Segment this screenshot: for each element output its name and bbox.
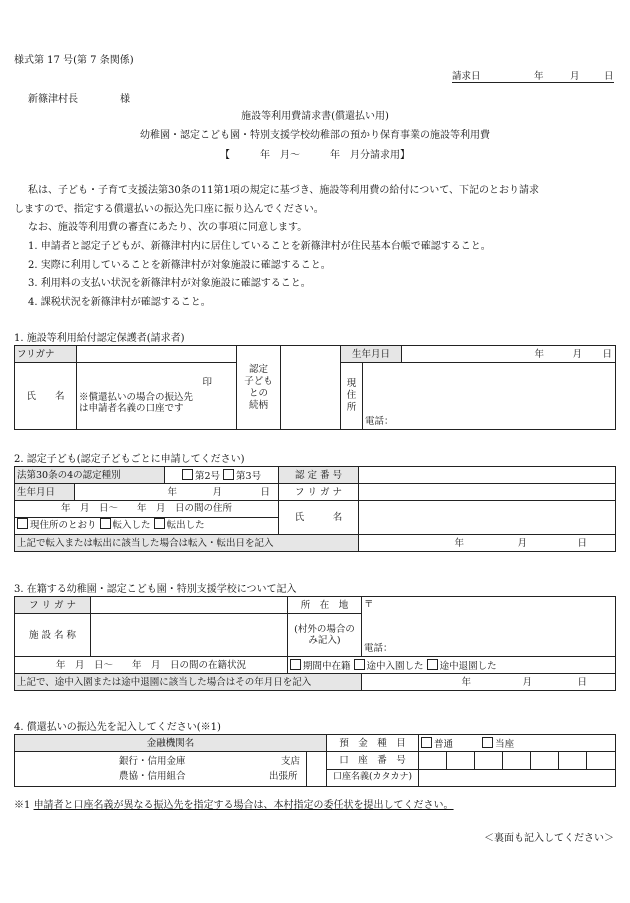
checkbox-icon — [182, 469, 193, 480]
intro-paragraph-1b: しますので、指定する償還払いの振込先口座に振り込んでください。 — [14, 204, 324, 215]
title-line-3: 【 年 月～ 年 月分請求用】 — [220, 150, 410, 161]
opt-current-address[interactable]: 現住所のとおり — [17, 520, 97, 531]
opt-mid-leave[interactable]: 途中退園した — [427, 661, 497, 672]
enrollment-status-options — [288, 657, 616, 674]
address-label: 現 住 所 — [341, 363, 363, 430]
location-label: 所 在 地 — [288, 597, 362, 614]
checkbox-icon — [100, 518, 111, 529]
facility-location-field[interactable] — [362, 597, 616, 657]
opt-moved-in[interactable]: 転入した — [100, 520, 151, 531]
facility-furigana-label: フ リ ガ ナ — [15, 597, 91, 614]
postal-mark: 〒 — [364, 599, 374, 610]
child-dob-label: 生年月日 — [15, 484, 75, 501]
checkbox-icon — [427, 659, 438, 670]
deposit-type-label: 預 金 種 目 — [327, 735, 419, 752]
facility-name-field[interactable] — [91, 614, 288, 657]
account-digit[interactable] — [559, 752, 587, 770]
child-furigana-field[interactable] — [359, 484, 616, 501]
office-label: 出張所 — [269, 771, 298, 782]
guardian-table — [14, 345, 616, 430]
footnote — [14, 796, 454, 811]
request-date-year: 年 — [534, 71, 544, 82]
branch-label: 支店 — [281, 756, 301, 767]
bank-type-1: 銀行・信用金庫 — [119, 756, 186, 767]
account-digit[interactable] — [447, 752, 475, 770]
enrollment-date-field[interactable]: 年 月 日 — [362, 674, 616, 691]
title-line-1: 施設等利用費請求書(償還払い用) — [241, 111, 389, 122]
bank-name-field[interactable] — [15, 752, 307, 787]
opt-current-account[interactable]: 当座 — [482, 739, 514, 750]
bank-type-2: 農協・信用組合 — [119, 771, 186, 782]
account-holder-label: 口座名義(カタカナ) — [327, 769, 419, 787]
facility-phone-label: 電話： — [364, 643, 393, 654]
type2-option[interactable]: 第2号 — [182, 471, 220, 482]
form-number: 様式第 17 号(第 7 条関係) — [14, 55, 134, 66]
checkbox-icon — [290, 659, 301, 670]
address-phone-label: 電話： — [365, 416, 394, 427]
child-dob-field[interactable]: 年 月 日 — [75, 484, 279, 501]
bank-table — [14, 734, 616, 787]
request-date-label: 請求日 — [452, 71, 481, 82]
moved-date-note: 上記で転入または転出に該当した場合は転入・転出日を記入 — [15, 535, 359, 552]
facility-table — [14, 596, 616, 691]
consent-item: 1. 申請者と認定子どもが、新篠津村内に居住していることを新篠津村が住民基本台帳で確認すること。 — [28, 241, 491, 252]
title-line-2: 幼稚園・認定こども園・特別支援学校幼稚部の預かり保育事業の施設等利用費 — [140, 130, 490, 141]
request-date-day: 日 — [604, 71, 614, 82]
checkbox-icon — [421, 737, 432, 748]
addressee-honorific: 様 — [120, 94, 130, 105]
section4-heading: 4. 償還払いの振込先を記入してください(※1) — [14, 722, 221, 733]
dob-label: 生年月日 — [341, 346, 402, 363]
consent-item: 2. 実際に利用していることを新篠津村が対象施設に確認すること。 — [28, 260, 331, 271]
enrollment-date-note: 上記で、途中入園または途中退園に該当した場合はその年月日を記入 — [15, 674, 362, 691]
child-name-field[interactable] — [359, 501, 616, 535]
account-holder-field[interactable] — [419, 769, 616, 787]
account-digit[interactable] — [475, 752, 503, 770]
furigana-label: フリガナ — [15, 346, 77, 363]
guardian-furigana-field[interactable] — [77, 346, 237, 363]
child-furigana-label: フ リ ガ ナ — [279, 484, 359, 501]
intro-paragraph-1a: 私は、子ども・子育て支援法第30条の11第1項の規定に基づき、施設等利用費の給付について、下記のとおり請求 — [28, 185, 540, 196]
footnote-text: 申請者と口座名義が異なる振込先を指定する場合は、本村指定の委任状を提出してください。 — [33, 800, 454, 811]
request-date-month: 月 — [570, 71, 580, 82]
opt-mid-enter[interactable]: 途中入園した — [354, 661, 424, 672]
account-digit[interactable] — [503, 752, 531, 770]
type3-option[interactable]: 第3号 — [223, 471, 261, 482]
footnote-mark: ※1 — [14, 800, 31, 811]
name-note-1: ※償還払いの場合の振込先 — [79, 392, 194, 403]
checkbox-icon — [17, 518, 28, 529]
back-note: ＜裏面も記入してください＞ — [484, 833, 614, 844]
child-name-label: 氏 名 — [279, 501, 359, 535]
cert-number-field[interactable] — [359, 467, 616, 484]
name-note-2: は申請者名義の口座です — [79, 403, 184, 414]
bank-name-label: 金融機関名 — [15, 735, 327, 752]
residence-period-cell — [15, 501, 279, 535]
section2-heading: 2. 認定子ども(認定子どもごとに申請してください) — [14, 454, 245, 465]
child-table — [14, 466, 616, 552]
guardian-name-field[interactable] — [77, 363, 237, 430]
account-number-label: 口 座 番 号 — [327, 752, 419, 770]
opt-moved-out[interactable]: 転出した — [154, 520, 205, 531]
cert-type-label: 法第30条の4の認定種別 — [15, 467, 165, 484]
name-label: 氏 名 — [15, 363, 77, 430]
branch-field[interactable] — [307, 752, 327, 787]
section3-heading: 3. 在籍する幼稚園・認定こども園・特別支援学校について記入 — [14, 584, 297, 595]
outside-village-note: (村外の場合の み記入) — [288, 614, 362, 657]
checkbox-icon — [482, 737, 493, 748]
account-digit[interactable] — [419, 752, 447, 770]
facility-furigana-field[interactable] — [91, 597, 288, 614]
consent-item: 3. 利用料の支払い状況を新篠津村が対象施設に確認すること。 — [28, 278, 311, 289]
cert-number-label: 認 定 番 号 — [279, 467, 359, 484]
opt-full-period[interactable]: 期間中在籍 — [290, 661, 351, 672]
seal-mark: 印 — [202, 377, 212, 388]
guardian-address-field[interactable] — [363, 363, 616, 430]
enrollment-period-label: 年 月 日～ 年 月 日の間の在籍状況 — [15, 657, 288, 674]
section1-heading: 1. 施設等利用給付認定保護者(請求者) — [14, 333, 185, 344]
moved-date-field[interactable]: 年 月 日 — [359, 535, 616, 552]
checkbox-icon — [154, 518, 165, 529]
checkbox-icon — [354, 659, 365, 670]
checkbox-icon — [223, 469, 234, 480]
relation-field[interactable] — [281, 346, 341, 430]
consent-item: 4. 課税状況を新篠津村が確認すること。 — [28, 297, 211, 308]
account-digit[interactable] — [531, 752, 559, 770]
cert-type-options — [165, 467, 279, 484]
opt-ordinary[interactable]: 普通 — [421, 739, 453, 750]
facility-name-label: 施 設 名 称 — [15, 614, 91, 657]
intro-paragraph-2: なお、施設等利用費の審査にあたり、次の事項に同意します。 — [28, 222, 308, 233]
relation-label: 認定 子ども との 続柄 — [237, 346, 281, 430]
account-digit[interactable] — [587, 752, 616, 770]
residence-period-label: 年 月 日～ 年 月 日の間の住所 — [15, 501, 278, 518]
guardian-dob-field[interactable]: 年 月 日 — [402, 346, 616, 363]
addressee-name: 新篠津村長 — [28, 94, 78, 105]
deposit-type-options — [419, 735, 616, 752]
